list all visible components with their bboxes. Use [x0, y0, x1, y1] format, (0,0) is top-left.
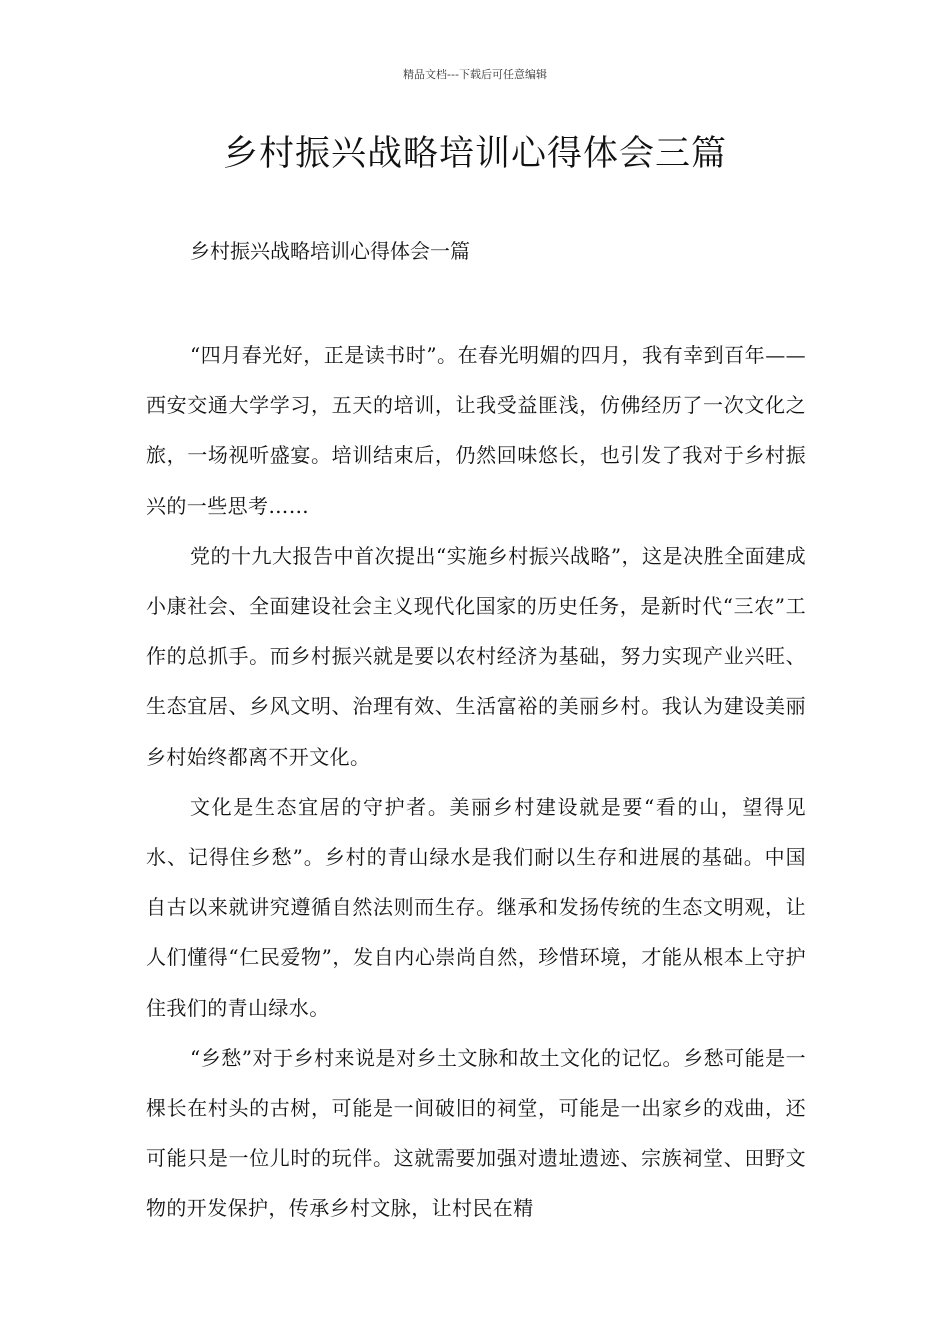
document-body	[146, 330, 806, 1234]
document-subtitle: 乡村振兴战略培训心得体会一篇	[190, 239, 470, 263]
header-note: 精品文档---下载后可任意编辑	[403, 68, 547, 81]
paragraph: 党的十九大报告中首次提出“实施乡村振兴战略”，这是决胜全面建成小康社会、全面建设社会主义现代化国家的历史任务，是新时代“三农”工作的总抓手。而乡村振兴就是要以农村经济为基础，努力实现产业兴旺、生态宜居、乡风文明、治理有效、生活富裕的美丽乡村。我认为建设美丽乡村始终都离不开文化。	[146, 543, 806, 769]
paragraph: “四月春光好，正是读书时”。在春光明媚的四月，我有幸到百年——西安交通大学学习，五天的培训，让我受益匪浅，仿佛经历了一次文化之旅，一场视听盛宴。培训结束后，仍然回味悠长，也引发了我对于乡村振兴的一些思考……	[146, 343, 806, 518]
document-title: 乡村振兴战略培训心得体会三篇	[222, 134, 727, 174]
paragraph: 文化是生态宜居的守护者。美丽乡村建设就是要“看的山，望得见水、记得住乡愁”。乡村的青山绿水是我们耐以生存和进展的基础。中国自古以来就讲究遵循自然法则而生存。继承和发扬传统的生态文明观，让人们懂得“仁民爱物”，发自内心崇尚自然，珍惜环境，才能从根本上守护住我们的青山绿水。	[146, 794, 806, 1020]
paragraph: “乡愁”对于乡村来说是对乡土文脉和故土文化的记忆。乡愁可能是一棵长在村头的古树，可能是一间破旧的祠堂，可能是一出家乡的戏曲，还可能只是一位儿时的玩伴。这就需要加强对遗址遗迹、宗族祠堂、田野文物的开发保护，传承乡村文脉，让村民在精	[146, 1045, 806, 1221]
